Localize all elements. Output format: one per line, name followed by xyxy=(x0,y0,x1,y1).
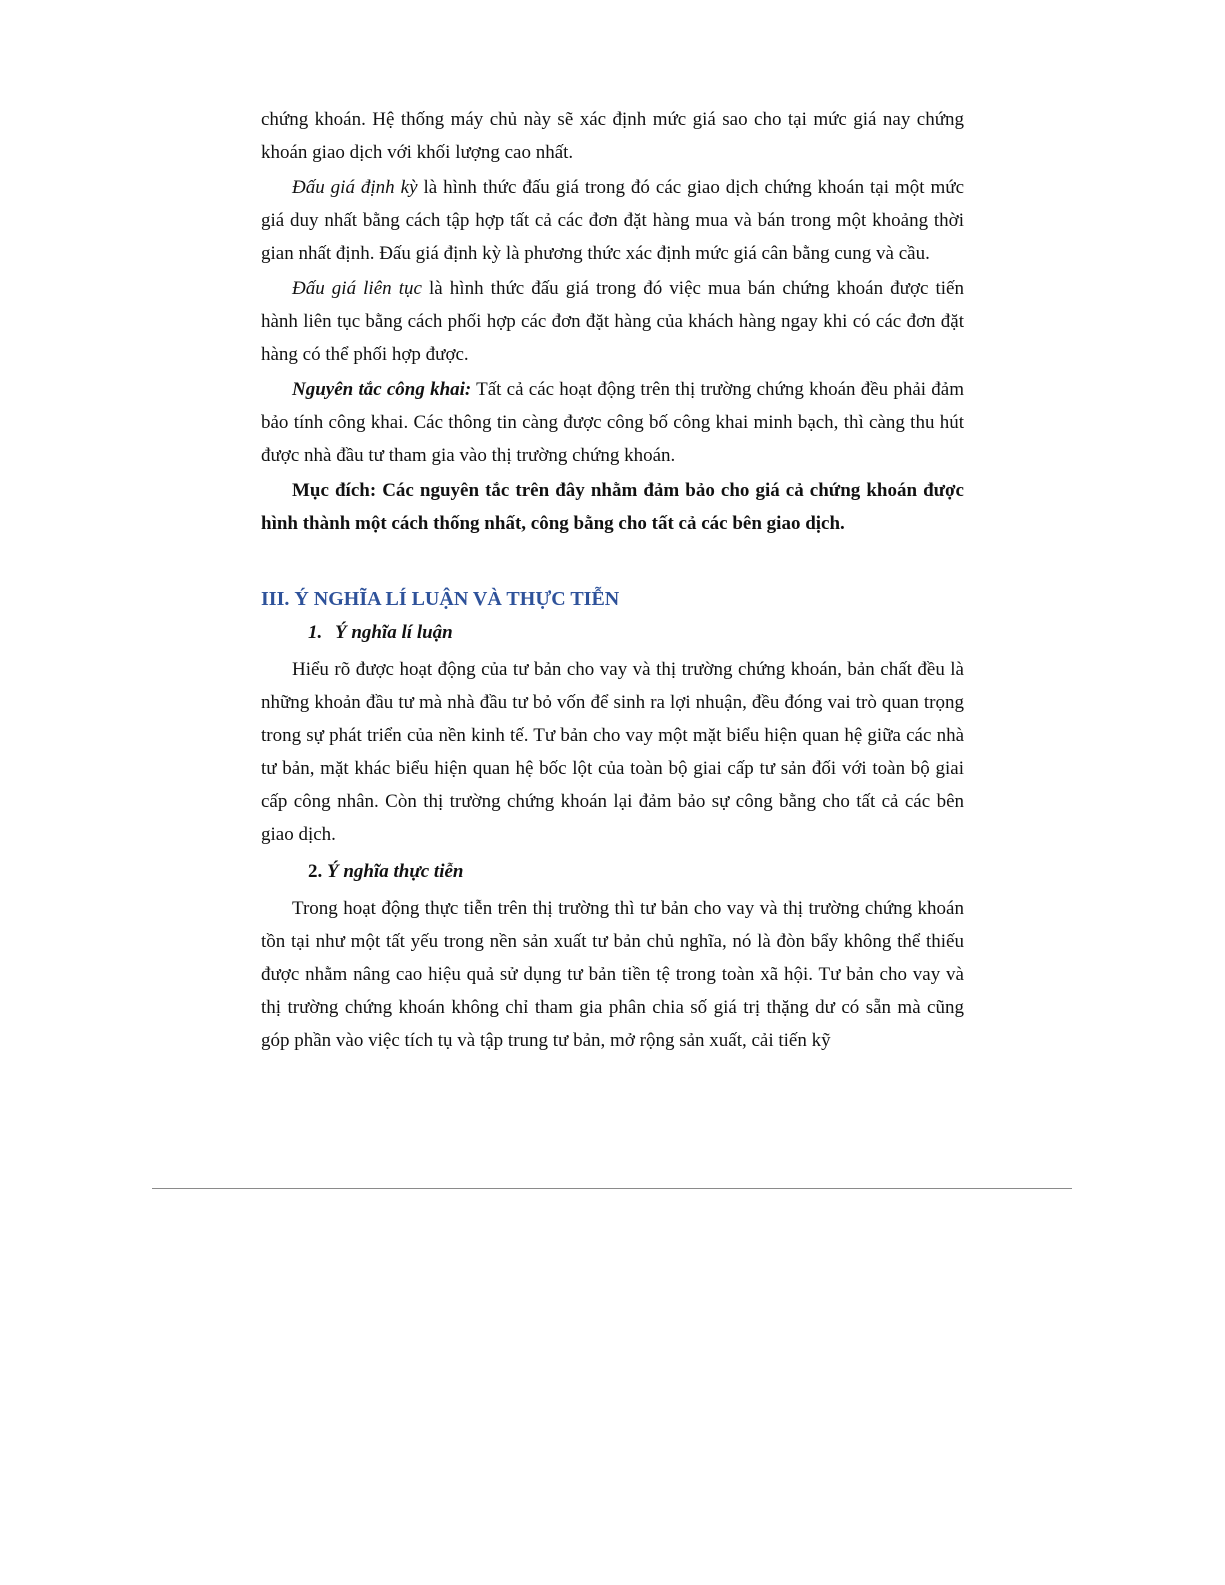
term-disclosure-principle: Nguyên tắc công khai: xyxy=(292,379,472,400)
page-divider xyxy=(152,1188,1072,1189)
paragraph-practice: Trong hoạt động thực tiễn trên thị trường thì tư bản cho vay và thị trường chứng khoán tồn tại như một tất yếu trong nền sản xuất tư bản chủ nghĩa, nó là đòn bẩy không thể thiếu được nhằm nâng cao hiệu quả sử dụng tư bản tiền tệ trong toàn xã hội. Tư bản cho vay và thị trường chứng khoán không chỉ tham gia phân chia số giá trị thặng dư có sẵn mà cũng góp phần vào việc tích tụ và tập trung tư bản, mở rộng sản xuất, cải tiến kỹ xyxy=(261,898,964,1051)
subsection-title: Ý nghĩa lí luận xyxy=(335,622,453,643)
subsection-number: 2. xyxy=(308,861,323,882)
term-periodic-auction: Đấu giá định kỳ xyxy=(292,177,418,198)
disclosure-principle-text: Tất cả các hoạt động trên thị trường chứng khoán đều phải đảm bảo tính công khai. Các thông tin càng được công bố công khai minh bạch, thì càng thu hút được nhà đầu tư tham gia vào thị trường chứng khoán. xyxy=(261,379,965,466)
subsection-title: Ý nghĩa thực tiễn xyxy=(327,861,464,882)
periodic-auction-text: là hình thức đấu giá trong đó các giao dịch chứng khoán tại một mức giá duy nhất bằng cách tập hợp tất cả các đơn đặt hàng mua và bán trong một khoảng thời gian nhất định. Đấu giá định kỳ là phương thức xác định mức giá cân bằng cung và cầu. xyxy=(261,177,964,264)
section-heading: III. Ý NGHĨA LÍ LUẬN VÀ THỰC TIỄN xyxy=(261,588,620,610)
subsection-number: 1. xyxy=(308,622,323,643)
subsection-heading-theory xyxy=(261,616,964,649)
paragraph-periodic-auction xyxy=(261,171,964,270)
continuous-auction-text: là hình thức đấu giá trong đó việc mua bán chứng khoán được tiến hành liên tục bằng cách phối hợp các đơn đặt hàng của khách hàng ngay khi có các đơn đặt hàng có thể phối hợp được. xyxy=(261,278,964,365)
paragraph-continued: chứng khoán. Hệ thống máy chủ này sẽ xác định mức giá sao cho tại mức giá nay chứng khoán giao dịch với khối lượng cao nhất. xyxy=(261,109,964,163)
paragraph-purpose: Mục đích: Các nguyên tắc trên đây nhằm đảm bảo cho giá cả chứng khoán được hình thành một cách thống nhất, công bằng cho tất cả các bên giao dịch. xyxy=(261,480,964,534)
subsection-heading-practice xyxy=(261,855,964,888)
page-content xyxy=(261,103,964,1057)
term-continuous-auction: Đấu giá liên tục xyxy=(292,278,422,299)
paragraph-continuous-auction xyxy=(261,272,964,371)
paragraph-theory: Hiểu rõ được hoạt động của tư bản cho vay và thị trường chứng khoán, bản chất đều là những khoản đầu tư mà nhà đầu tư bỏ vốn để sinh ra lợi nhuận, đều đóng vai trò quan trọng trong sự phát triển của nền kinh tế. Tư bản cho vay một mặt biểu hiện quan hệ giữa các nhà tư bản, mặt khác biểu hiện quan hệ bốc lột của toàn bộ giai cấp tư sản đối với toàn bộ giai cấp công nhân. Còn thị trường chứng khoán lại đảm bảo sự công bằng cho tất cả các bên giao dịch. xyxy=(261,659,964,845)
paragraph-disclosure-principle xyxy=(261,373,964,472)
